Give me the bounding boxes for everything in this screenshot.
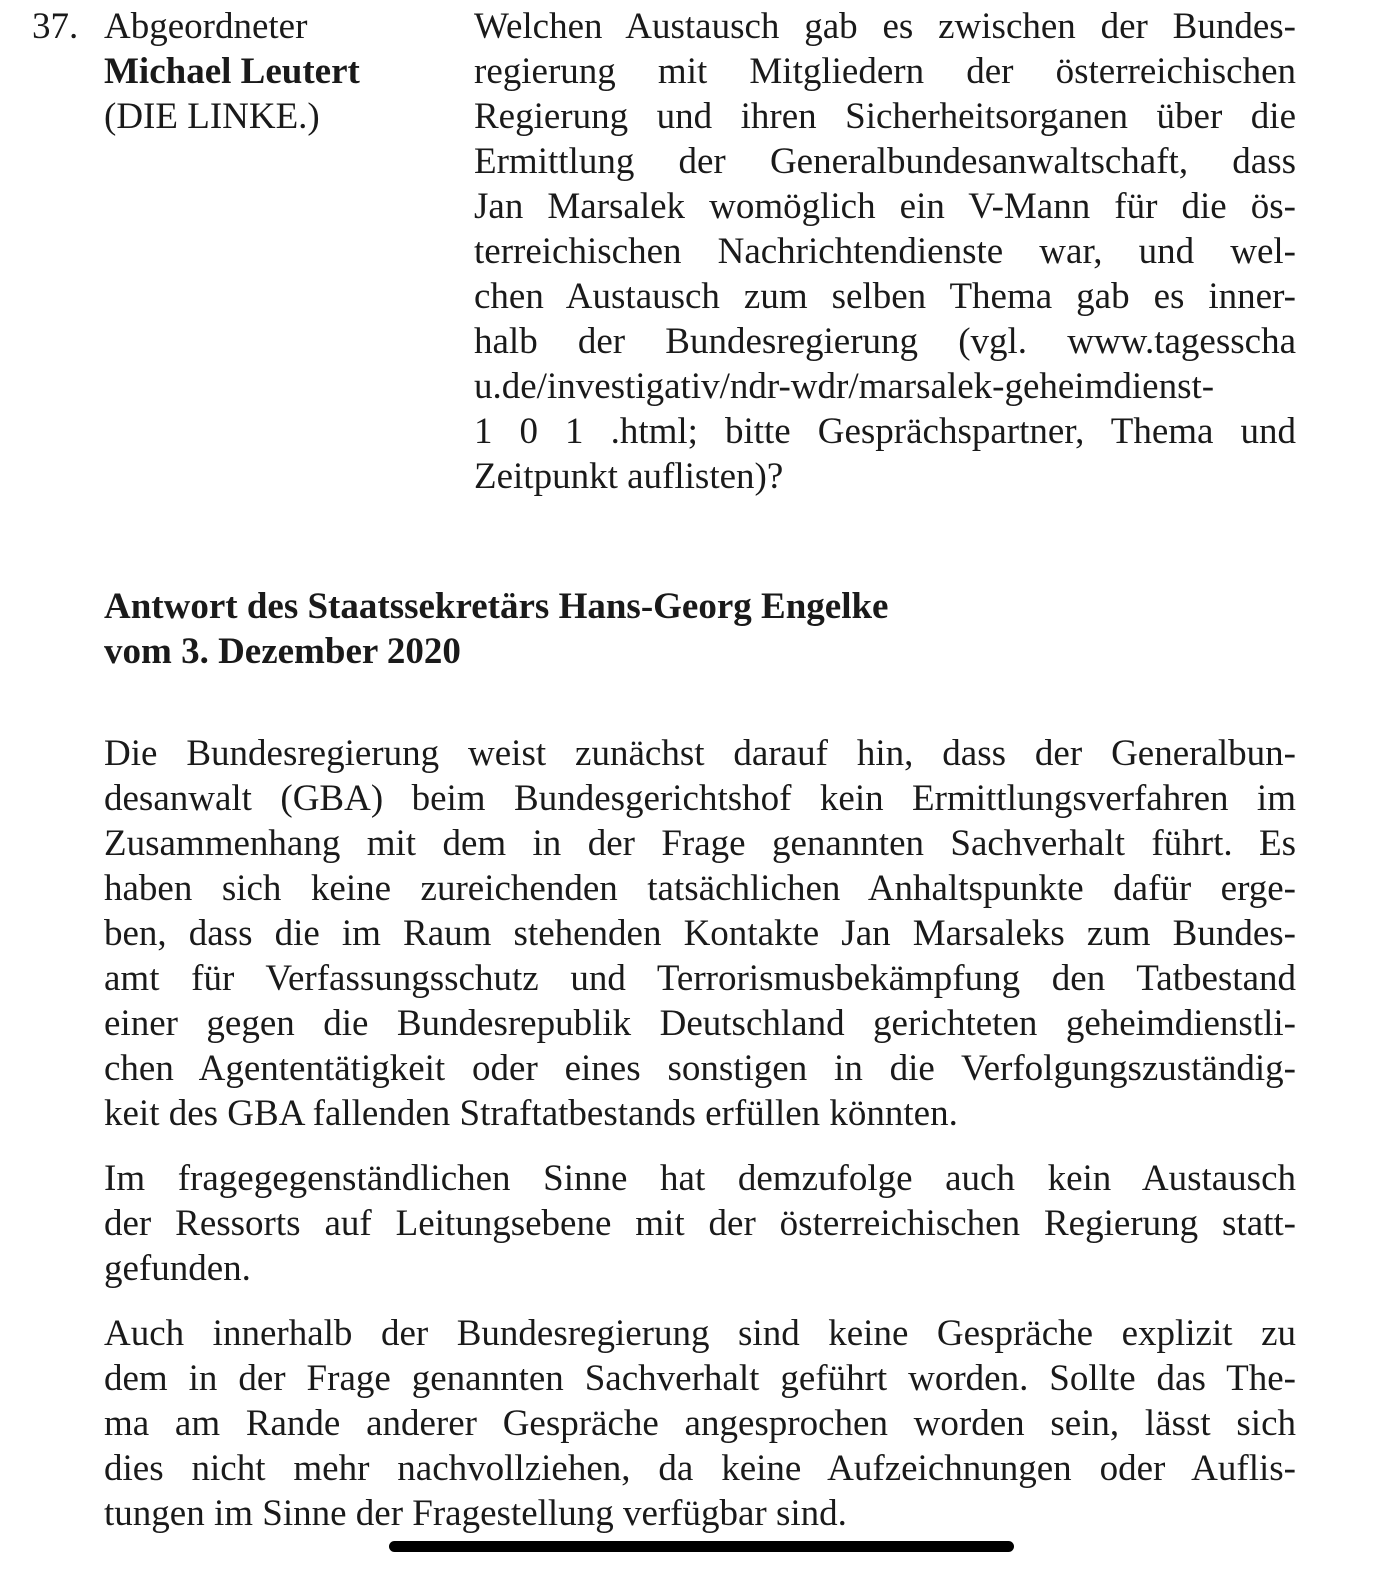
- asker-name: Michael Leutert: [104, 51, 360, 92]
- answer-line: tungen im Sinne der Fragestellung verfügbar sind.: [104, 1493, 847, 1534]
- question-number: 37.: [32, 6, 79, 47]
- answer-line: der Ressorts auf Leitungsebene mit der österreichischen Regierung statt-: [104, 1203, 1296, 1244]
- question-line: Regierung und ihren Sicherheitsorganen über die: [474, 96, 1296, 137]
- question-text: [474, 4, 1296, 499]
- answer-line: Die Bundesregierung weist zunächst darauf hin, dass der Generalbun-: [104, 733, 1296, 774]
- answer-line: Auch innerhalb der Bundesregierung sind keine Gespräche explizit zu: [104, 1313, 1296, 1354]
- question-line: Ermittlung der Generalbundesanwaltschaft, dass: [474, 141, 1296, 182]
- answer-heading: [104, 584, 1296, 674]
- question-line: 1 0 1 .html; bitte Gesprächspartner, Thema und: [474, 411, 1296, 452]
- question-line: halb der Bundesregierung (vgl. www.tagesscha: [474, 321, 1296, 362]
- question-line: Zeitpunkt auflisten)?: [474, 456, 784, 497]
- question-line: u.de/investigativ/ndr-wdr/marsalek-geheimdienst-: [474, 366, 1215, 407]
- question-line: regierung mit Mitgliedern der österreichischen: [474, 51, 1296, 92]
- answer-line: ben, dass die im Raum stehenden Kontakte Jan Marsaleks zum Bundes-: [104, 913, 1296, 954]
- answer-paragraph-3: [104, 1311, 1296, 1536]
- answer-line: einer gegen die Bundesrepublik Deutschland gerichteten geheimdienstli-: [104, 1003, 1296, 1044]
- answer-heading-date: vom 3. Dezember 2020: [104, 631, 461, 672]
- asker-block: [104, 4, 444, 139]
- answer-line: gefunden.: [104, 1248, 251, 1289]
- answer-line: dies nicht mehr nachvollziehen, da keine Aufzeichnungen oder Auflis-: [104, 1448, 1296, 1489]
- answer-line: Zusammenhang mit dem in der Frage genannten Sachverhalt führt. Es: [104, 823, 1296, 864]
- asker-role: Abgeordneter: [104, 6, 308, 47]
- answer-line: ma am Rande anderer Gespräche angesprochen worden sein, lässt sich: [104, 1403, 1296, 1444]
- answer-heading-line1: Antwort des Staatssekretärs Hans-Georg Engelke: [104, 586, 889, 627]
- answer-paragraph-2: [104, 1156, 1296, 1291]
- answer-line: Im fragegegenständlichen Sinne hat demzufolge auch kein Austausch: [104, 1158, 1296, 1199]
- asker-party: (DIE LINKE.): [104, 96, 320, 137]
- question-line: Welchen Austausch gab es zwischen der Bundes-: [474, 6, 1296, 47]
- answer-line: haben sich keine zureichenden tatsächlichen Anhaltspunkte dafür erge-: [104, 868, 1296, 909]
- answer-body: [104, 731, 1296, 1556]
- answer-line: chen Agententätigkeit oder eines sonstigen in die Verfolgungszuständig-: [104, 1048, 1296, 1089]
- question-line: terreichischen Nachrichtendienste war, und wel-: [474, 231, 1296, 272]
- answer-line: keit des GBA fallenden Straftatbestands erfüllen könnten.: [104, 1093, 958, 1134]
- question-line: chen Austausch zum selben Thema gab es inner-: [474, 276, 1296, 317]
- answer-line: desanwalt (GBA) beim Bundesgerichtshof kein Ermittlungsverfahren im: [104, 778, 1296, 819]
- answer-paragraph-1: [104, 731, 1296, 1136]
- answer-line: amt für Verfassungsschutz und Terrorismusbekämpfung den Tatbestand: [104, 958, 1296, 999]
- question-line: Jan Marsalek womöglich ein V-Mann für die ös-: [474, 186, 1296, 227]
- answer-line: dem in der Frage genannten Sachverhalt geführt worden. Sollte das The-: [104, 1358, 1296, 1399]
- home-indicator[interactable]: [389, 1541, 1014, 1552]
